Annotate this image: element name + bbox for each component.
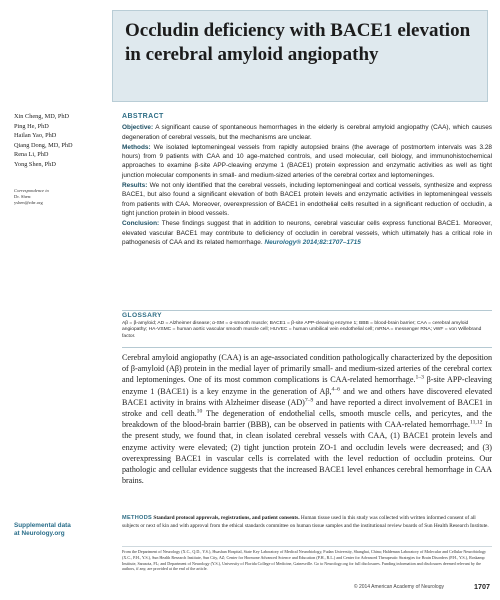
abstract-section xyxy=(122,112,492,248)
methods-subheading: Standard protocol approvals, registrations, and patient consents. xyxy=(153,515,300,521)
reference-citation[interactable]: 11,12 xyxy=(469,419,483,426)
page-footer xyxy=(122,583,492,593)
body-text-segment: β-site APP-cleaving enzyme 1 (BACE1) is a key enzyme in the generation of Aβ, xyxy=(122,375,492,396)
author-name: Hailan Yao, PhD xyxy=(14,132,57,140)
copyright-notice: © 2014 American Academy of Neurology xyxy=(353,584,444,590)
glossary-text: Aβ = β-amyloid; AD = Alzheimer disease; α-SM = α-smooth muscle; BACE1 = β-site APP-cleaving enzyme 1; BBB = blood-brain barrier; CAA = cerebral amyloid angiopathy; HA-VSMC = human aortic vascular smooth muscle cell; HUVEC = human umbilical vein endothelial cell; mRNA = messenger RNA; vWF = von Willebrand factor. xyxy=(122,320,482,339)
objective-label: Objective: xyxy=(122,124,154,132)
supplemental-link[interactable] xyxy=(14,522,109,539)
reference-citation[interactable]: 1–3 xyxy=(415,374,424,381)
journal-citation[interactable]: Neurology® 2014;82:1707–1715 xyxy=(264,238,361,246)
author-name: Qiang Dong, MD, PhD xyxy=(14,141,73,149)
affiliations-footnote: From the Department of Neurology (X.C., Q.D., Y.S.), Huashan Hospital, State Key Laboratory of Medical Neurobiology, Fudan University, Shanghai, China; Haldeman Laboratory of Molecular and Cellular Neurobiology (X.C., P.H., Y.S.), Sun Health Research Institute, Sun City, AZ; Center for Hormone Advanced Science and Education (P.H., R.L.) and Center for Advanced Therapeutic Strategies for Brain Disorders (P.H., Y.S.), Roskamp Institute, Sarasota, FL; and Department of Neurology (Y.S.), University of Florida College of Medicine, Gainesville. Go to Neurology.org for full disclosures. Funding information and disclosures deemed relevant by the authors, if any, are provided at the end of the article. xyxy=(122,546,492,572)
title-banner xyxy=(112,10,488,102)
glossary-section xyxy=(122,310,492,348)
methods-heading: METHODS xyxy=(122,515,153,521)
methods-text: We isolated leptomeningeal vessels from rapidly autopsied brains (the average of postmortem intervals was 3.28 hours) from 9 patients with CAA and 10 age-matched controls, and used molecular, cell biology, and immunohistochemical approaches to examine β-site APP-cleaving enzyme 1 (BACE1) protein expression and enzymatic activities as well as tight junction molecular components in small- and medium-sized arteries of the cerebral cortex and leptomeninges. xyxy=(122,143,492,179)
author-name: Rena Li, PhD xyxy=(14,151,49,159)
body-text-segment: The degeneration of endothelial cells, smooth muscle cells, and pericytes, and the breakdown of the blood-brain barrier (BBB), can be observed in patients with CAA-related hemorrhage. xyxy=(122,409,492,430)
correspondence-block xyxy=(14,188,106,207)
supplemental-line: Supplemental data xyxy=(14,522,71,529)
article-title: Occludin deficiency with BACE1 elevation in cerebral amyloid angiopathy xyxy=(125,20,471,65)
reference-citation[interactable]: 7–9 xyxy=(304,397,314,404)
abstract-methods xyxy=(122,143,492,180)
methods-section xyxy=(122,515,492,530)
author-name: Yong Shen, PhD xyxy=(14,160,56,168)
results-label: Results: xyxy=(122,182,148,190)
glossary-heading: GLOSSARY xyxy=(122,312,162,319)
correspondence-heading: Correspondence to xyxy=(14,188,49,193)
introduction-paragraph xyxy=(122,352,492,486)
methods-body: Human tissue used in this study was collected with written informed consent of all subjects or next of kin and with approval from the ethical standards committee on human tissue samples and the institutional review boards of Sun Health Research Institute. xyxy=(122,515,489,529)
author-name: Ping He, PhD xyxy=(14,122,49,130)
conclusion-text: These findings suggest that in addition to neurons, cerebral vascular cells express functional BACE1. Moreover, elevated vascular BACE1 may contribute to deficiency of occludin in cerebral vessels, which ultimately has a critical role in pathogenesis of CAA and its related hemorrhage. xyxy=(122,220,492,246)
body-text-segment: Cerebral amyloid angiopathy (CAA) is an age-associated condition pathologically characterized by the deposition of β-amyloid (Aβ) protein in the medial layer of primarily small- and medium-sized arteries of the cerebral cortex and leptomeninges. One of its most common complications is CAA-related hemorrhage. xyxy=(122,353,492,385)
abstract-conclusion xyxy=(122,219,492,247)
results-text: We not only identified that the cerebral vessels, including leptomeningeal and cortical vessels, synthesize and express BACE1, but also found a significant elevation of both BACE1 protein levels and enzymatic activities in leptomeningeal vessels from patients with CAA. Moreover, overexpression of BACE1 in endothelial cells resulted in a significant reduction of occludin, a tight junction protein in blood vessels. xyxy=(122,182,492,217)
body-text-segment: and have reported a direct involvement of BACE1 in stroke and cell death. xyxy=(122,397,493,419)
supplemental-line: at Neurology.org xyxy=(14,530,65,538)
author-list xyxy=(14,112,106,170)
page-number: 1707 xyxy=(474,582,490,591)
body-text-segment: In the present study, we found that, in clean isolated cerebral vessels with CAA, (1) BACE1 protein levels and enzyme activity were elevated; (2) tight junction protein ZO-1 and occludin levels were decreased; and (3) overexpressing BACE1 in vascular cells is correlated with the level reduction of occludin proteins. Our pathologic and cellular evidence suggests that the increased BACE1 level enhances cerebral hemorrhage in CAA brains. xyxy=(122,420,492,486)
author-name: Xin Cheng, MD, PhD xyxy=(14,113,70,120)
reference-citation[interactable]: 4–6 xyxy=(331,385,340,392)
reference-citation[interactable]: 10 xyxy=(196,408,203,415)
conclusion-label: Conclusion: xyxy=(122,220,160,228)
abstract-results xyxy=(122,181,492,218)
correspondence-name: Dr. Shen: xyxy=(14,194,32,200)
objective-text: A significant cause of spontaneous hemorrhages in the elderly is cerebral amyloid angiopathy (CAA), which causes degeneration of cerebral vessels, but the mechanisms are unclear. xyxy=(122,124,492,141)
abstract-objective xyxy=(122,123,492,142)
correspondence-email[interactable]: yshen@rdrr.org xyxy=(14,200,43,206)
abstract-heading: ABSTRACT xyxy=(122,113,164,120)
body-text-segment: and we and others have discovered elevated BACE1 activity in brains with Alzheimer disease (AD) xyxy=(122,386,492,407)
methods-label: Methods: xyxy=(122,143,151,151)
